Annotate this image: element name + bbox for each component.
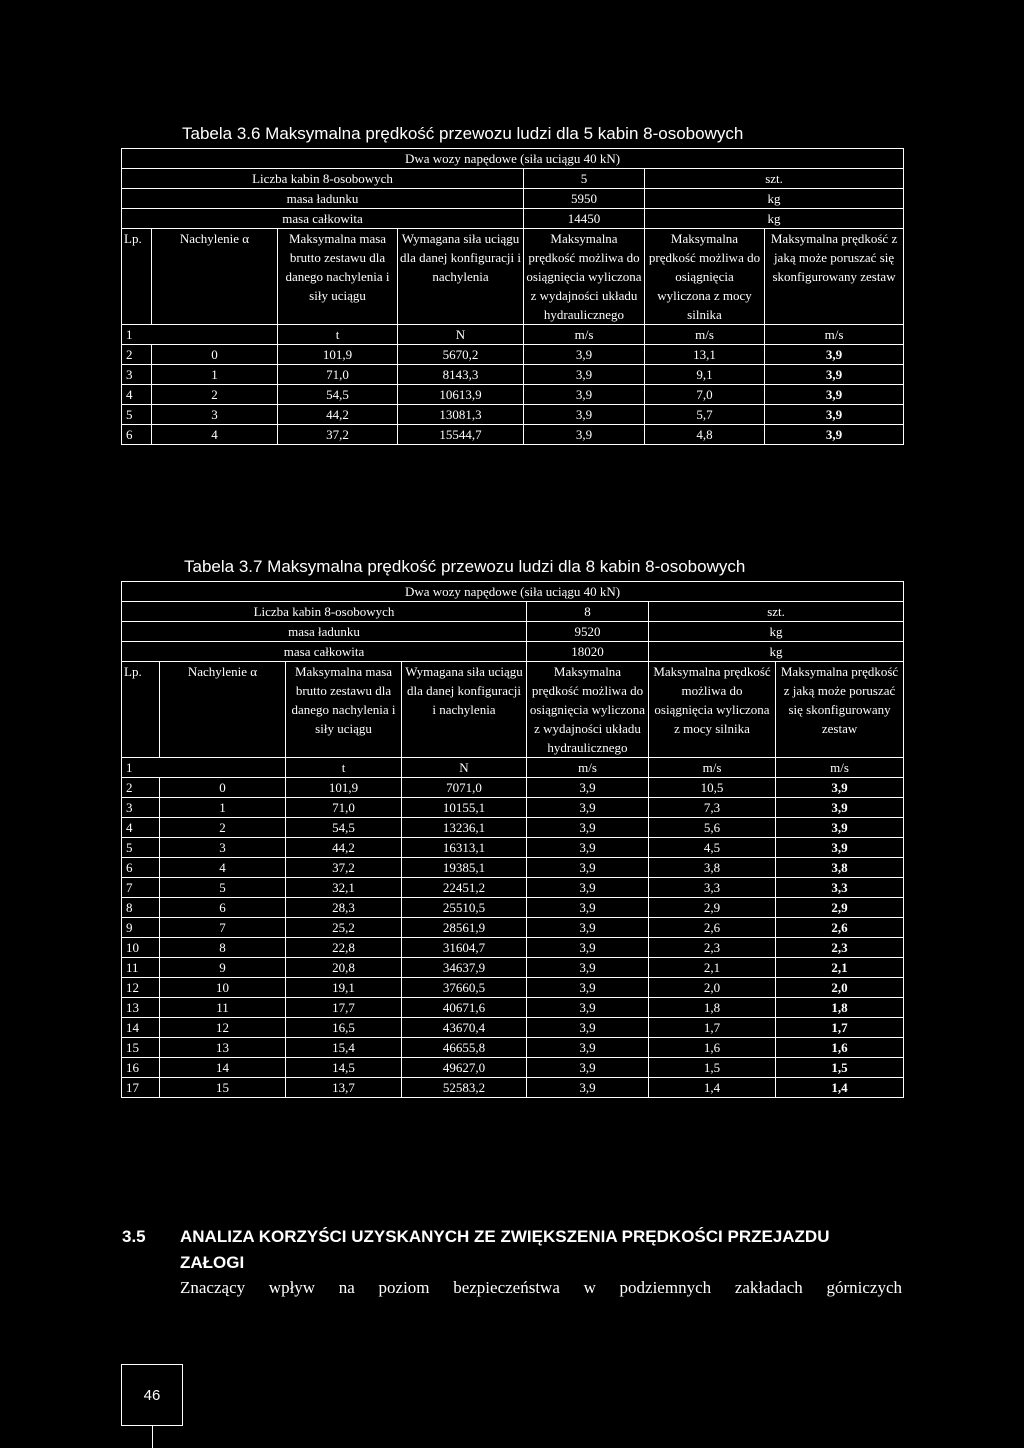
table-cell: 3,9 bbox=[527, 778, 649, 798]
section-title-line1: ANALIZA KORZYŚCI UZYSKANYCH ZE ZWIĘKSZENIA PRĘDKOŚCI PRZEJAZDU bbox=[180, 1227, 830, 1246]
column-header: Wymagana siła uciągu dla danej konfiguracji i nachylenia bbox=[402, 662, 527, 758]
table-cell: 2,6 bbox=[649, 918, 776, 938]
table-cell: 7 bbox=[122, 878, 160, 898]
table-cell: 71,0 bbox=[286, 798, 402, 818]
table-cell: 1,6 bbox=[649, 1038, 776, 1058]
info-unit: kg bbox=[645, 189, 904, 209]
table-cell: 101,9 bbox=[286, 778, 402, 798]
table-row bbox=[122, 838, 904, 858]
unit-cell: 1 bbox=[122, 325, 278, 345]
table-cell: 1 bbox=[152, 365, 278, 385]
table-cell: 37,2 bbox=[278, 425, 398, 445]
table-cell: 1,7 bbox=[776, 1018, 904, 1038]
unit-cell: m/s bbox=[527, 758, 649, 778]
table-row bbox=[122, 365, 904, 385]
table-cell: 10 bbox=[122, 938, 160, 958]
table-cell: 9 bbox=[122, 918, 160, 938]
table-row bbox=[122, 405, 904, 425]
table-cell: 15,4 bbox=[286, 1038, 402, 1058]
table-cell: 19,1 bbox=[286, 978, 402, 998]
info-label: Liczba kabin 8-osobowych bbox=[122, 169, 524, 189]
table-cell: 49627,0 bbox=[402, 1058, 527, 1078]
table-cell: 3,9 bbox=[765, 345, 904, 365]
table-cell: 20,8 bbox=[286, 958, 402, 978]
table-cell: 2,3 bbox=[649, 938, 776, 958]
table-cell: 1,6 bbox=[776, 1038, 904, 1058]
column-header: Lp. bbox=[122, 229, 152, 325]
unit-cell: m/s bbox=[649, 758, 776, 778]
table-cell: 16313,1 bbox=[402, 838, 527, 858]
table-cell: 13081,3 bbox=[398, 405, 524, 425]
info-value: 5950 bbox=[524, 189, 645, 209]
info-value: 9520 bbox=[527, 622, 649, 642]
table-cell: 3,9 bbox=[776, 838, 904, 858]
unit-cell: m/s bbox=[765, 325, 904, 345]
table-cell: 2,0 bbox=[649, 978, 776, 998]
table-cell: 10155,1 bbox=[402, 798, 527, 818]
table-row bbox=[122, 958, 904, 978]
table-row bbox=[122, 918, 904, 938]
column-header: Lp. bbox=[122, 662, 160, 758]
table-cell: 8 bbox=[160, 938, 286, 958]
table-cell: 11 bbox=[122, 958, 160, 978]
table-cell: 8 bbox=[122, 898, 160, 918]
info-value: 18020 bbox=[527, 642, 649, 662]
table-cell: 14 bbox=[160, 1058, 286, 1078]
table-info-row bbox=[122, 189, 904, 209]
table-cell: 22451,2 bbox=[402, 878, 527, 898]
table-row bbox=[122, 1018, 904, 1038]
section-title-line2: ZAŁOGI bbox=[180, 1253, 245, 1272]
table-cell: 2,9 bbox=[649, 898, 776, 918]
table-cell: 16 bbox=[122, 1058, 160, 1078]
table-cell: 17,7 bbox=[286, 998, 402, 1018]
table-row bbox=[122, 898, 904, 918]
table-cell: 40671,6 bbox=[402, 998, 527, 1018]
table-cell: 3,9 bbox=[527, 918, 649, 938]
table-cell: 10613,9 bbox=[398, 385, 524, 405]
table-cell: 2,3 bbox=[776, 938, 904, 958]
table-cell: 7,3 bbox=[649, 798, 776, 818]
table-cell: 2,9 bbox=[776, 898, 904, 918]
column-header: Maksymalna masa brutto zestawu dla danego nachylenia i siły uciągu bbox=[278, 229, 398, 325]
table-cell: 9,1 bbox=[645, 365, 765, 385]
table-cell: 3,9 bbox=[527, 938, 649, 958]
table1 bbox=[121, 148, 904, 445]
table-cell: 3,8 bbox=[649, 858, 776, 878]
page-number: 46 bbox=[143, 1386, 161, 1404]
info-unit: szt. bbox=[649, 602, 904, 622]
table-cell: 19385,1 bbox=[402, 858, 527, 878]
table-cell: 3,9 bbox=[527, 898, 649, 918]
table-cell: 4 bbox=[160, 858, 286, 878]
info-label: masa ładunku bbox=[122, 622, 527, 642]
table-row bbox=[122, 1078, 904, 1098]
table2 bbox=[121, 581, 904, 1098]
info-value: 5 bbox=[524, 169, 645, 189]
table-cell: 2 bbox=[160, 818, 286, 838]
table-title-row bbox=[122, 582, 904, 602]
table-cell: 1,4 bbox=[649, 1078, 776, 1098]
table-cell: 3,8 bbox=[776, 858, 904, 878]
table2-caption: Tabela 3.7 Maksymalna prędkość przewozu ludzi dla 8 kabin 8-osobowych bbox=[184, 557, 746, 576]
table-title: Dwa wozy napędowe (siła uciągu 40 kN) bbox=[122, 582, 904, 602]
info-label: Liczba kabin 8-osobowych bbox=[122, 602, 527, 622]
section-paragraph: Znaczący wpływ na poziom bezpieczeństwa w podziemnych zakładach górniczych bbox=[180, 1278, 902, 1297]
info-unit: kg bbox=[645, 209, 904, 229]
table-cell: 3,9 bbox=[524, 385, 645, 405]
table-cell: 3,9 bbox=[524, 365, 645, 385]
table-info-row bbox=[122, 169, 904, 189]
info-unit: kg bbox=[649, 622, 904, 642]
column-header: Maksymalna prędkość z jaką może poruszać się skonfigurowany zestaw bbox=[776, 662, 904, 758]
table-cell: 54,5 bbox=[278, 385, 398, 405]
table-cell: 6 bbox=[122, 425, 152, 445]
table-cell: 44,2 bbox=[286, 838, 402, 858]
table-cell: 1,5 bbox=[776, 1058, 904, 1078]
table-cell: 4 bbox=[122, 385, 152, 405]
table-cell: 1,8 bbox=[776, 998, 904, 1018]
table-cell: 1,5 bbox=[649, 1058, 776, 1078]
table-info-row bbox=[122, 642, 904, 662]
table-cell: 7 bbox=[160, 918, 286, 938]
table-cell: 5,6 bbox=[649, 818, 776, 838]
table-row bbox=[122, 818, 904, 838]
table-cell: 6 bbox=[122, 858, 160, 878]
table-cell: 3,9 bbox=[524, 405, 645, 425]
table-row bbox=[122, 1058, 904, 1078]
table-cell: 17 bbox=[122, 1078, 160, 1098]
info-label: masa całkowita bbox=[122, 642, 527, 662]
section-number: 3.5 bbox=[122, 1227, 146, 1246]
table-cell: 3,9 bbox=[765, 405, 904, 425]
table-cell: 3,9 bbox=[527, 958, 649, 978]
table-row bbox=[122, 345, 904, 365]
table-cell: 8143,3 bbox=[398, 365, 524, 385]
table-row bbox=[122, 978, 904, 998]
table-cell: 52583,2 bbox=[402, 1078, 527, 1098]
table-cell: 9 bbox=[160, 958, 286, 978]
table-cell: 3,3 bbox=[649, 878, 776, 898]
table-cell: 3,9 bbox=[765, 425, 904, 445]
table-cell: 3,9 bbox=[765, 385, 904, 405]
table-cell: 71,0 bbox=[278, 365, 398, 385]
table-row bbox=[122, 425, 904, 445]
table-cell: 10 bbox=[160, 978, 286, 998]
table-header-row bbox=[122, 229, 904, 325]
table-cell: 11 bbox=[160, 998, 286, 1018]
table-cell: 25,2 bbox=[286, 918, 402, 938]
table-cell: 5,7 bbox=[645, 405, 765, 425]
table-cell: 10,5 bbox=[649, 778, 776, 798]
table-cell: 4,8 bbox=[645, 425, 765, 445]
table-cell: 3,9 bbox=[527, 1058, 649, 1078]
table-cell: 4 bbox=[152, 425, 278, 445]
table-cell: 1,7 bbox=[649, 1018, 776, 1038]
column-header: Maksymalna prędkość możliwa do osiągnięcia wyliczona z wydajności układu hydraulicznego bbox=[524, 229, 645, 325]
table-units-row bbox=[122, 325, 904, 345]
table-info-row bbox=[122, 602, 904, 622]
page-number-line bbox=[152, 1426, 153, 1448]
info-value: 8 bbox=[527, 602, 649, 622]
column-header: Maksymalna prędkość możliwa do osiągnięcia wyliczona z mocy silnika bbox=[649, 662, 776, 758]
table-cell: 7,0 bbox=[645, 385, 765, 405]
unit-cell: m/s bbox=[645, 325, 765, 345]
table-cell: 4 bbox=[122, 818, 160, 838]
unit-cell: N bbox=[402, 758, 527, 778]
table-cell: 3 bbox=[122, 798, 160, 818]
table-cell: 3,9 bbox=[524, 345, 645, 365]
table-cell: 2 bbox=[152, 385, 278, 405]
table-cell: 3,9 bbox=[527, 1038, 649, 1058]
table-cell: 2 bbox=[122, 778, 160, 798]
table-cell: 3,9 bbox=[524, 425, 645, 445]
table-cell: 15 bbox=[122, 1038, 160, 1058]
page-number-box bbox=[121, 1364, 183, 1426]
table-cell: 28561,9 bbox=[402, 918, 527, 938]
column-header: Maksymalna prędkość z jaką może poruszać się skonfigurowany zestaw bbox=[765, 229, 904, 325]
unit-cell: m/s bbox=[776, 758, 904, 778]
column-header: Maksymalna masa brutto zestawu dla danego nachylenia i siły uciągu bbox=[286, 662, 402, 758]
table-cell: 1,8 bbox=[649, 998, 776, 1018]
table-cell: 14,5 bbox=[286, 1058, 402, 1078]
table-row bbox=[122, 858, 904, 878]
table-row bbox=[122, 385, 904, 405]
table-cell: 7071,0 bbox=[402, 778, 527, 798]
table-cell: 13,1 bbox=[645, 345, 765, 365]
table-cell: 101,9 bbox=[278, 345, 398, 365]
table-cell: 13236,1 bbox=[402, 818, 527, 838]
table-info-row bbox=[122, 209, 904, 229]
table-cell: 22,8 bbox=[286, 938, 402, 958]
table-cell: 1 bbox=[160, 798, 286, 818]
table-cell: 3,9 bbox=[527, 818, 649, 838]
column-header: Nachylenie α bbox=[160, 662, 286, 758]
table-cell: 34637,9 bbox=[402, 958, 527, 978]
column-header: Maksymalna prędkość możliwa do osiągnięcia wyliczona z wydajności układu hydraulicznego bbox=[527, 662, 649, 758]
table-cell: 13,7 bbox=[286, 1078, 402, 1098]
table-cell: 13 bbox=[122, 998, 160, 1018]
table-row bbox=[122, 1038, 904, 1058]
table-cell: 12 bbox=[160, 1018, 286, 1038]
table-header-row bbox=[122, 662, 904, 758]
table-cell: 3,9 bbox=[527, 998, 649, 1018]
table-cell: 5670,2 bbox=[398, 345, 524, 365]
table-cell: 5 bbox=[122, 405, 152, 425]
table-title-row bbox=[122, 149, 904, 169]
table-cell: 3,9 bbox=[527, 978, 649, 998]
table-row bbox=[122, 798, 904, 818]
table-row bbox=[122, 998, 904, 1018]
table-cell: 3,9 bbox=[527, 858, 649, 878]
table-cell: 3,9 bbox=[776, 818, 904, 838]
table-cell: 2,6 bbox=[776, 918, 904, 938]
table1-caption: Tabela 3.6 Maksymalna prędkość przewozu ludzi dla 5 kabin 8-osobowych bbox=[182, 124, 744, 143]
info-unit: kg bbox=[649, 642, 904, 662]
table-cell: 3,9 bbox=[527, 838, 649, 858]
table-cell: 3 bbox=[122, 365, 152, 385]
table-cell: 3,9 bbox=[765, 365, 904, 385]
table-cell: 3,9 bbox=[527, 878, 649, 898]
table-cell: 12 bbox=[122, 978, 160, 998]
table-cell: 0 bbox=[160, 778, 286, 798]
table-cell: 32,1 bbox=[286, 878, 402, 898]
table-row bbox=[122, 778, 904, 798]
table-cell: 46655,8 bbox=[402, 1038, 527, 1058]
unit-cell: 1 bbox=[122, 758, 286, 778]
table-cell: 1,4 bbox=[776, 1078, 904, 1098]
table-cell: 3 bbox=[160, 838, 286, 858]
table-cell: 5 bbox=[160, 878, 286, 898]
table-cell: 2,1 bbox=[776, 958, 904, 978]
unit-cell: m/s bbox=[524, 325, 645, 345]
table-cell: 14 bbox=[122, 1018, 160, 1038]
table-cell: 15544,7 bbox=[398, 425, 524, 445]
table-info-row bbox=[122, 622, 904, 642]
unit-cell: t bbox=[278, 325, 398, 345]
table-cell: 15 bbox=[160, 1078, 286, 1098]
table-cell: 2,0 bbox=[776, 978, 904, 998]
table-cell: 43670,4 bbox=[402, 1018, 527, 1038]
table-cell: 6 bbox=[160, 898, 286, 918]
column-header: Wymagana siła uciągu dla danej konfiguracji i nachylenia bbox=[398, 229, 524, 325]
table-cell: 3,9 bbox=[527, 798, 649, 818]
table-cell: 13 bbox=[160, 1038, 286, 1058]
table-row bbox=[122, 938, 904, 958]
table-cell: 3,9 bbox=[776, 778, 904, 798]
table-row bbox=[122, 878, 904, 898]
table-cell: 16,5 bbox=[286, 1018, 402, 1038]
table-cell: 0 bbox=[152, 345, 278, 365]
table-cell: 3,9 bbox=[527, 1018, 649, 1038]
table-cell: 3,9 bbox=[527, 1078, 649, 1098]
info-value: 14450 bbox=[524, 209, 645, 229]
table-cell: 5 bbox=[122, 838, 160, 858]
table-title: Dwa wozy napędowe (siła uciągu 40 kN) bbox=[122, 149, 904, 169]
table-cell: 4,5 bbox=[649, 838, 776, 858]
table-cell: 3 bbox=[152, 405, 278, 425]
table-cell: 2,1 bbox=[649, 958, 776, 978]
table-units-row bbox=[122, 758, 904, 778]
table-cell: 2 bbox=[122, 345, 152, 365]
section-heading bbox=[122, 1224, 830, 1276]
unit-cell: t bbox=[286, 758, 402, 778]
table-cell: 31604,7 bbox=[402, 938, 527, 958]
table-cell: 3,9 bbox=[776, 798, 904, 818]
info-label: masa całkowita bbox=[122, 209, 524, 229]
unit-cell: N bbox=[398, 325, 524, 345]
column-header: Maksymalna prędkość możliwa do osiągnięcia wyliczona z mocy silnika bbox=[645, 229, 765, 325]
info-unit: szt. bbox=[645, 169, 904, 189]
table-cell: 54,5 bbox=[286, 818, 402, 838]
table-cell: 3,3 bbox=[776, 878, 904, 898]
table-cell: 28,3 bbox=[286, 898, 402, 918]
info-label: masa ładunku bbox=[122, 189, 524, 209]
table-cell: 37660,5 bbox=[402, 978, 527, 998]
column-header: Nachylenie α bbox=[152, 229, 278, 325]
table-cell: 25510,5 bbox=[402, 898, 527, 918]
table-cell: 37,2 bbox=[286, 858, 402, 878]
table-cell: 44,2 bbox=[278, 405, 398, 425]
